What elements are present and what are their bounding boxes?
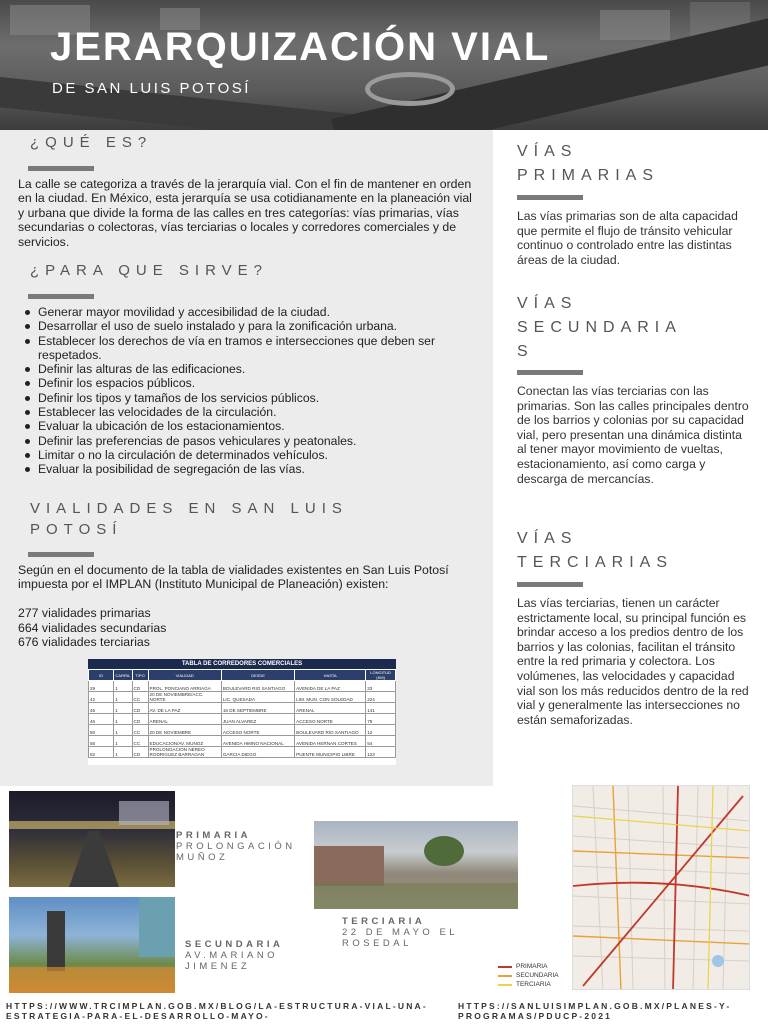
table-cell: CD bbox=[132, 703, 148, 714]
table-cell: CD bbox=[132, 681, 148, 692]
legend-label: PRIMARIA bbox=[516, 963, 548, 970]
table-cell: ACCESO NORTE bbox=[221, 725, 294, 736]
terciarias-text: Las vías terciarias, tienen un carácter estrictamente local, su principal función es brindar acceso a los predios dentro de los barrios y las colonias, facilitan el tránsito entre la red primaria y colectora. Los volúmenes, las velocidades y capacidad vial son los más reducidos dentro de la red vial y generalmente las intersecciones no están semaforizadas. bbox=[517, 596, 749, 727]
caption-line: AV.MARIANO bbox=[185, 950, 279, 961]
table-row bbox=[89, 714, 396, 725]
legend-item bbox=[498, 980, 559, 989]
table-cell: 33 bbox=[366, 681, 396, 692]
table-cell: JUAN ALVAREZ bbox=[221, 714, 294, 725]
table-cell: PROLONGACION NEREO RODRIGUEZ BARRAGAN bbox=[148, 747, 221, 758]
table-cell: GARCIA DIEGO bbox=[221, 747, 294, 758]
list-item: Limitar o no la circulación de determinados vehículos. bbox=[22, 448, 484, 462]
table-cell: PUENTE MUNICIPIO LIBRE bbox=[295, 747, 366, 758]
vialidades-stats bbox=[18, 606, 166, 650]
vialidades-text: Según en el documento de la tabla de vialidades existentes en San Luis Potosí impuesta por el IMPLAN (Instituto Municipal de Planeación) existen: bbox=[18, 563, 449, 592]
caption-line: 22 DE MAYO EL bbox=[342, 927, 459, 938]
table-cell: 224 bbox=[366, 692, 396, 703]
table-cell: CD bbox=[132, 714, 148, 725]
table-cell: 123 bbox=[366, 747, 396, 758]
title-line: VÍAS bbox=[517, 295, 578, 312]
title-underline bbox=[517, 370, 583, 375]
table-cell: ARENAL bbox=[148, 714, 221, 725]
table-row bbox=[89, 725, 396, 736]
list-item: Definir los espacios públicos. bbox=[22, 376, 484, 390]
title-line: VÍAS bbox=[517, 143, 578, 160]
caption-secundaria bbox=[185, 939, 283, 972]
table-cell: 1 bbox=[114, 703, 132, 714]
caption-primaria bbox=[176, 830, 296, 863]
table-cell: CC bbox=[132, 736, 148, 747]
table-row bbox=[89, 747, 396, 758]
caption-line: ROSEDAL bbox=[342, 938, 412, 949]
legend-label: SECUNDARIA bbox=[516, 972, 559, 979]
table-title: TABLA DE CORREDORES COMERCIALES bbox=[88, 659, 396, 669]
corridors-table bbox=[88, 659, 396, 765]
uses-list bbox=[22, 305, 484, 477]
photo-secundaria bbox=[9, 897, 175, 993]
table-row bbox=[89, 692, 396, 703]
title-vias-secundarias bbox=[517, 292, 682, 364]
table-cell: LIM. MUN. CON SOLEDAD bbox=[295, 692, 366, 703]
list-item: Definir los tipos y tamaños de los servicios públicos. bbox=[22, 391, 484, 405]
caption-line: JIMENEZ bbox=[185, 961, 251, 972]
table-cell: 1 bbox=[114, 736, 132, 747]
caption-terciaria bbox=[342, 916, 458, 949]
list-item: Desarrollar el uso de suelo instalado y para la zonificación urbana. bbox=[22, 319, 484, 333]
table-header: LONGITUD (KM) bbox=[366, 670, 396, 681]
table-cell: CC bbox=[132, 692, 148, 703]
table-header: DESDE bbox=[221, 670, 294, 681]
title-line: TERCIARIAS bbox=[517, 554, 674, 571]
table-cell: 12 bbox=[366, 725, 396, 736]
legend-item bbox=[498, 962, 559, 971]
table-cell: 16 DE SEPTIEMBRE bbox=[221, 703, 294, 714]
page-subtitle: DE SAN LUIS POTOSÍ bbox=[52, 80, 251, 97]
stat-terciarias: 676 vialidades terciarias bbox=[18, 635, 150, 649]
table-cell: AVENIDA HIMNO NACIONAL bbox=[221, 736, 294, 747]
title-underline bbox=[517, 582, 583, 587]
table-cell: AV. DE LA PAZ bbox=[148, 703, 221, 714]
table-header: VIALIDAD bbox=[148, 670, 221, 681]
table-cell: 1 bbox=[114, 692, 132, 703]
section-title-vialidades-line2: POTOSÍ bbox=[30, 521, 123, 538]
legend-swatch bbox=[498, 984, 512, 986]
table-cell: 50 bbox=[89, 725, 114, 736]
que-es-text: La calle se categoriza a través de la jerarquía vial. Con el fin de mantener en orden en la ciudad. En México, esta jerarquía se usa cotidianamente en la planeación vial y urbana que divide la forma de las calles en tres categorías: vías primarias, vías secundarias o colectoras, vías terciarias o locales y corredores comerciales y de servicios. bbox=[18, 177, 472, 249]
table-cell: 20 DE NOVIEMBRE/ACC. NORTE bbox=[148, 692, 221, 703]
caption-line: PROLONGACIÓN bbox=[176, 841, 296, 852]
table-cell: 56 bbox=[89, 736, 114, 747]
table-row bbox=[89, 736, 396, 747]
table-row bbox=[89, 703, 396, 714]
table-cell: 29 bbox=[89, 681, 114, 692]
table-cell: CC bbox=[132, 725, 148, 736]
source-link-line[interactable]: ESTRATEGIA-PARA-EL-DESARROLLO-MAYO- bbox=[6, 1011, 270, 1021]
primarias-text: Las vías primarias son de alta capacidad que permite el flujo de tránsito vehicular continuo o controlado entre las distintas áreas de la ciudad. bbox=[517, 209, 738, 267]
table-cell: ACCESO NORTE bbox=[295, 714, 366, 725]
table-cell: 141 bbox=[366, 703, 396, 714]
title-line: VÍAS bbox=[517, 530, 578, 547]
table-cell: EDUCACION/AV. MUNOZ bbox=[148, 736, 221, 747]
title-underline bbox=[28, 166, 94, 171]
table-header: ID bbox=[89, 670, 114, 681]
road-map-drawing bbox=[573, 786, 750, 990]
header-banner bbox=[0, 0, 768, 130]
table-cell: BOULEVARD RIO SANTIAGO bbox=[221, 681, 294, 692]
table-header-row bbox=[89, 670, 396, 681]
photo-terciaria bbox=[314, 821, 518, 909]
legend-swatch bbox=[498, 975, 512, 977]
list-item: Generar mayor movilidad y accesibilidad de la ciudad. bbox=[22, 305, 484, 319]
title-line: PRIMARIAS bbox=[517, 167, 660, 184]
table-row bbox=[89, 681, 396, 692]
legend-label: TERCIARIA bbox=[516, 981, 551, 988]
table-header: HASTA bbox=[295, 670, 366, 681]
caption-label: TERCIARIA bbox=[342, 916, 426, 927]
title-underline bbox=[28, 552, 94, 557]
roundabout-shape bbox=[365, 72, 455, 106]
table-cell: 45 bbox=[89, 703, 114, 714]
section-title-que-es: ¿QUÉ ES? bbox=[30, 134, 153, 151]
table-cell: AVENIDA HERNAN CORTES bbox=[295, 736, 366, 747]
legend-swatch bbox=[498, 966, 512, 968]
title-line: SECUNDARIA bbox=[517, 319, 682, 336]
building-shape bbox=[600, 10, 670, 40]
title-vias-terciarias bbox=[517, 527, 673, 575]
table-cell: CD bbox=[132, 747, 148, 758]
table-cell: 20 DE NOVIEMBRE bbox=[148, 725, 221, 736]
table-cell: PROL. PONCIANO ARRIAGA bbox=[148, 681, 221, 692]
table-cell: AVENIDA DE LA PAZ bbox=[295, 681, 366, 692]
section-title-vialidades: VIALIDADES EN SAN LUIS bbox=[30, 500, 348, 517]
table-header: CARRIL bbox=[114, 670, 132, 681]
source-link-line[interactable]: HTTPS://WWW.TRCIMPLAN.GOB.MX/BLOG/LA-ESTRUCTURA-VIAL-UNA- bbox=[6, 1001, 428, 1011]
table-cell: 1 bbox=[114, 681, 132, 692]
list-item: Definir las preferencias de pasos vehiculares y peatonales. bbox=[22, 434, 484, 448]
list-item: Establecer las velocidades de la circulación. bbox=[22, 405, 484, 419]
table-cell: LIC. QUESADA bbox=[221, 692, 294, 703]
table-cell: ARENAL bbox=[295, 703, 366, 714]
title-underline bbox=[517, 195, 583, 200]
list-item: Establecer los derechos de vía en tramos e intersecciones que deben ser respetados. bbox=[22, 334, 484, 363]
table-cell: 42 bbox=[89, 692, 114, 703]
legend-item bbox=[498, 971, 559, 980]
list-item: Evaluar la posibilidad de segregación de las vías. bbox=[22, 462, 484, 476]
table-cell: 1 bbox=[114, 714, 132, 725]
title-line: S bbox=[517, 343, 534, 360]
table-cell: 82 bbox=[89, 747, 114, 758]
table-cell: BOULEVARD RIO SANTIAGO bbox=[295, 725, 366, 736]
table-cell: 1 bbox=[114, 725, 132, 736]
map-legend bbox=[498, 962, 559, 989]
section-title-para-que: ¿PARA QUE SIRVE? bbox=[30, 262, 268, 279]
road-map bbox=[572, 785, 750, 990]
list-item: Definir las alturas de las edificaciones. bbox=[22, 362, 484, 376]
table-cell: 79 bbox=[366, 714, 396, 725]
title-underline bbox=[28, 294, 94, 299]
caption-line: MUÑOZ bbox=[176, 852, 229, 863]
table-cell: 1 bbox=[114, 747, 132, 758]
page-title: JERARQUIZACIÓN VIAL bbox=[50, 25, 551, 69]
source-link-line[interactable]: PROGRAMAS/PDUCP-2021 bbox=[458, 1011, 613, 1021]
stat-primarias: 277 vialidades primarias bbox=[18, 606, 151, 620]
caption-label: PRIMARIA bbox=[176, 830, 251, 841]
footer-source-left[interactable] bbox=[6, 1001, 456, 1021]
secundarias-text: Conectan las vías terciarias con las primarias. Son las calles principales dentro de los barrios y colonias por su capacidad vial, pero presentan una dinámica distinta al tener mayor movimiento de vueltas, estacionamiento, así como carga y descarga de mercancías. bbox=[517, 384, 749, 486]
title-vias-primarias bbox=[517, 140, 659, 188]
caption-label: SECUNDARIA bbox=[185, 939, 284, 950]
photo-primaria bbox=[9, 791, 175, 887]
stat-secundarias: 664 vialidades secundarias bbox=[18, 620, 167, 635]
footer-source-right[interactable] bbox=[458, 1001, 764, 1021]
table-header: TIPO bbox=[132, 670, 148, 681]
table-cell: 54 bbox=[366, 736, 396, 747]
source-link-line[interactable]: HTTPS://SANLUISIMPLAN.GOB.MX/PLANES-Y- bbox=[458, 1001, 732, 1011]
table-cell: 46 bbox=[89, 714, 114, 725]
list-item: Evaluar la ubicación de los estacionamientos. bbox=[22, 419, 484, 433]
